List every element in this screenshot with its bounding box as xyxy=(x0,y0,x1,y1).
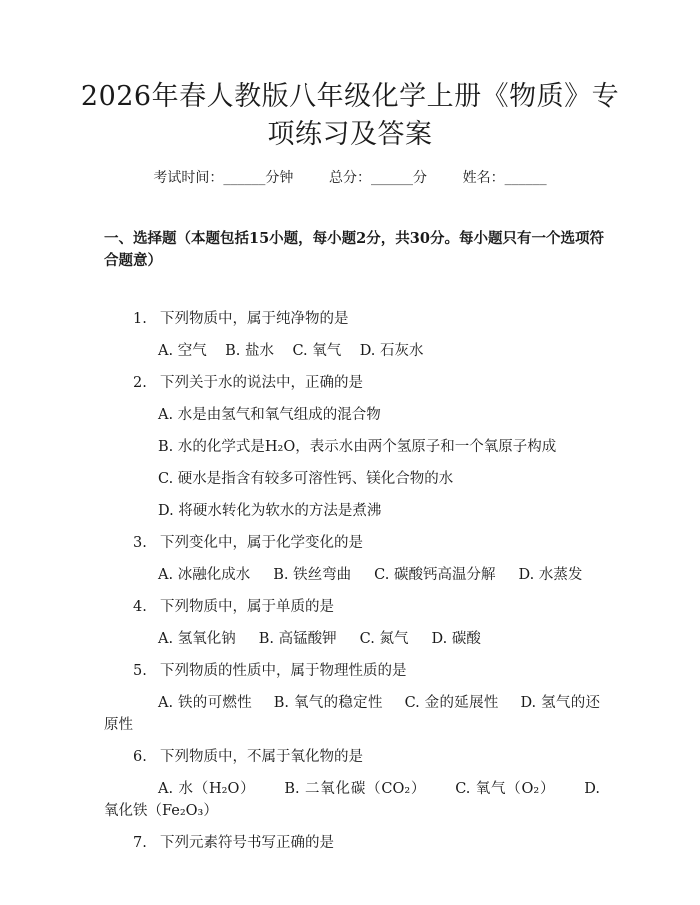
question-stem: 下列物质中，属于单质的是 xyxy=(160,599,334,615)
question-number: 2. xyxy=(133,375,147,391)
question-stem: 下列变化中，属于化学变化的是 xyxy=(160,535,363,551)
question-5 xyxy=(133,660,407,682)
question-number: 5. xyxy=(133,663,147,679)
score-unit: 分 xyxy=(413,170,427,186)
option-b: B. 铁丝弯曲 xyxy=(273,567,352,583)
question-6 xyxy=(133,746,363,768)
title-line-1: 2026年春人教版八年级化学上册《物质》专 xyxy=(80,81,620,112)
question-number: 3. xyxy=(133,535,147,551)
option-c: C. 氮气 xyxy=(359,631,409,647)
option-d: D. 将硬水转化为软水的方法是煮沸 xyxy=(158,503,382,519)
time-label: 考试时间： xyxy=(153,170,224,186)
option-a: A. 水（H₂O） xyxy=(158,781,256,797)
option-b: B. 氧气的稳定性 xyxy=(273,695,383,711)
option-a: A. 冰融化成水 xyxy=(158,567,251,583)
option-b: B. 盐水 xyxy=(225,343,275,359)
question-3-options xyxy=(158,564,582,586)
question-number: 4. xyxy=(133,599,147,615)
question-stem: 下列物质的性质中，属于物理性质的是 xyxy=(160,663,407,679)
name-label: 姓名： xyxy=(462,170,505,186)
question-number: 7. xyxy=(133,835,147,851)
score-blank: ______ xyxy=(371,170,413,186)
question-stem: 下列关于水的说法中，正确的是 xyxy=(160,375,363,391)
question-4 xyxy=(133,596,334,618)
option-c: C. 氧气（O₂） xyxy=(455,781,556,797)
option-d: D. 石灰水 xyxy=(359,343,424,359)
option-a: A. 铁的可燃性 xyxy=(158,695,253,711)
question-number: 1. xyxy=(133,311,147,327)
question-5-options xyxy=(104,692,600,736)
option-d: D. 碳酸 xyxy=(431,631,481,647)
option-c: C. 硬水是指含有较多可溶性钙、镁化合物的水 xyxy=(158,471,454,487)
section-heading-line-1: 一、选择题（本题包括15小题，每小题2分，共30分。每小题只有一个选项符 xyxy=(104,230,604,247)
question-3 xyxy=(133,532,363,554)
option-d: D. 氢气的还原性 xyxy=(104,695,601,733)
option-a: A. 空气 xyxy=(158,343,207,359)
title-line-2: 项练习及答案 xyxy=(267,119,433,150)
exam-info-line xyxy=(0,168,700,188)
option-a: A. 水是由氢气和氧气组成的混合物 xyxy=(158,407,381,423)
question-1 xyxy=(133,308,349,330)
page-title xyxy=(60,78,640,154)
question-number: 6. xyxy=(133,749,147,765)
question-stem: 下列物质中，属于纯净物的是 xyxy=(160,311,349,327)
section-heading-line-2: 合题意） xyxy=(104,252,162,269)
section-heading xyxy=(104,228,604,272)
question-2 xyxy=(133,372,363,394)
option-b: B. 水的化学式是H₂O，表示水由两个氢原子和一个氧原子构成 xyxy=(158,439,557,455)
option-b: B. 高锰酸钾 xyxy=(258,631,337,647)
option-d: D. 氧化铁（Fe₂O₃） xyxy=(104,781,601,819)
option-a: A. 氢氧化钠 xyxy=(158,631,236,647)
question-6-options xyxy=(104,778,600,822)
question-1-options xyxy=(158,340,424,362)
name-blank: ______ xyxy=(504,170,547,186)
question-4-options xyxy=(158,628,481,650)
question-7 xyxy=(133,832,334,854)
option-c: C. 氧气 xyxy=(292,343,342,359)
time-unit: 分钟 xyxy=(265,170,294,186)
option-d: D. 水蒸发 xyxy=(518,567,583,583)
option-c: C. 金的延展性 xyxy=(404,695,499,711)
time-blank: ______ xyxy=(223,170,266,186)
question-stem: 下列元素符号书写正确的是 xyxy=(160,835,334,851)
score-label: 总分： xyxy=(329,170,371,186)
option-c: C. 碳酸钙高温分解 xyxy=(374,567,496,583)
option-b: B. 二氧化碳（CO₂） xyxy=(284,781,427,797)
question-stem: 下列物质中，不属于氧化物的是 xyxy=(160,749,363,765)
